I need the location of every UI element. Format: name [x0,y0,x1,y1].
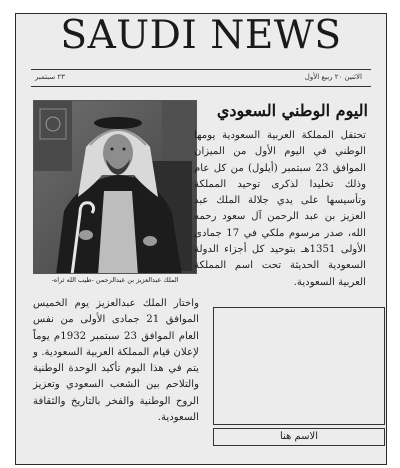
article-body-right: تحتفل المملكة العربية السعودية يومها الوطني في اليوم الأول من الميزان الموافق 23 سبتمبر (أيلول) من كل عام وذلك تخليدا لذكرى توحيد المملكة وتأسيسها على يدي جلالة الملك عبد العزيز بن عبد الرحمن آل سعود رحمه الله، صدر مرسوم ملكي في 17 جمادى الأولى 1351هـ بتوحيد كل أجزاء الدولة السعودية الحديثة تحت اسم المملكة العربية السعودية. [194,130,366,288]
top-rule [31,69,371,70]
gregorian-date: ٢٣ سبتمبر [35,73,65,81]
empty-image-box [213,307,385,425]
name-field[interactable] [213,428,385,446]
portrait-image [34,101,197,274]
king-photo [33,100,197,274]
article-body-left: واختار الملك عبدالعزيز يوم الخميس الموافق 21 جمادى الأولى من نفس العام الموافق 23 سبتمبر 1932م يوماً لإعلان قيام المملكة العربية السعودية. و يتم في هذا اليوم تأكيد الوحدة الوطنية والتلاحم بين الشعب السعودي وتعزيز الروح الوطنية والفخر بالتاريخ والثقافة السعودية. [33,298,199,424]
masthead-title: SAUDI NEWS [60,13,342,58]
bottom-rule [31,86,371,87]
name-field-label: الاسم هنا [279,431,319,442]
photo-caption: الملك عبدالعزيز بن عبدالرحمن -طيب الله ثراه- [51,276,179,284]
arabic-date: الاثنين ٢٠ ربيع الأول [304,73,362,81]
article-headline: اليوم الوطني السعودي [216,101,368,120]
